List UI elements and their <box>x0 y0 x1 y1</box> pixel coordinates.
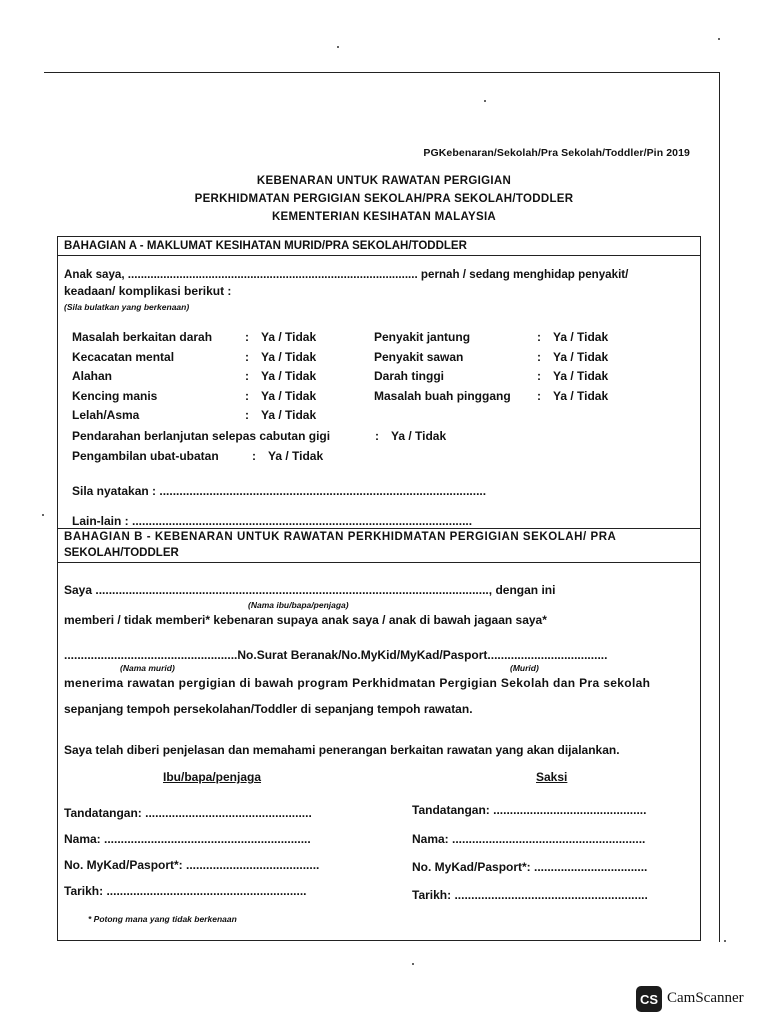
scan-speck <box>337 46 339 48</box>
colon: : <box>245 330 249 344</box>
form-reference: PGKebenaran/Sekolah/Pra Sekolah/Toddler/Pin 2019 <box>423 147 690 159</box>
condition-medication: Pengambilan ubat-ubatan <box>72 449 219 463</box>
answer-heart[interactable]: Ya / Tidak <box>553 330 609 344</box>
colon: : <box>245 350 249 364</box>
colon: : <box>537 389 541 403</box>
parent-mykad-field[interactable]: No. MyKad/Pasport*: ........................................ <box>64 858 320 872</box>
condition-allergy: Alahan <box>72 369 113 383</box>
page-top-border <box>44 72 720 73</box>
condition-hypertension: Darah tinggi <box>374 369 445 383</box>
witness-name-field[interactable]: Nama: .......................................................... <box>412 832 646 846</box>
footnote: * Potong mana yang tidak berkenaan <box>88 914 237 924</box>
colon: : <box>252 449 256 463</box>
scan-speck <box>484 100 486 102</box>
condition-mental: Kecacatan mental <box>72 350 175 364</box>
condition-asthma: Lelah/Asma <box>72 408 140 422</box>
answer-kidney[interactable]: Ya / Tidak <box>553 389 609 403</box>
answer-blood[interactable]: Ya / Tidak <box>261 330 317 344</box>
camscanner-logo: CS <box>636 986 662 1012</box>
answer-epilepsy[interactable]: Ya / Tidak <box>553 350 609 364</box>
answer-hypertension[interactable]: Ya / Tidak <box>553 369 609 383</box>
scan-speck <box>42 514 44 516</box>
witness-heading: Saksi <box>536 770 568 784</box>
form-title-line-2: PERKHIDMATAN PERGIGIAN SEKOLAH/PRA SEKOLAH/TODDLER <box>194 193 574 205</box>
state-field[interactable]: Sila nyatakan : .................................................................................................. <box>72 484 487 498</box>
parent-name-note: (Nama ibu/bapa/penjaga) <box>248 600 349 610</box>
section-a-heading-divider <box>57 255 701 256</box>
treatment-period-line: sepanjang tempoh persekolahan/Toddler di sepanjang tempoh rawatan. <box>64 702 473 716</box>
child-illness-line: Anak saya, .......................................................................................... pernah / sedang menghidap penyakit/ <box>64 268 629 281</box>
section-b-heading-line-1: BAHAGIAN B - KEBENARAN UNTUK RAWATAN PERKHIDMATAN PERGIGIAN SEKOLAH/ PRA <box>64 531 617 543</box>
witness-signature-field[interactable]: Tandatangan: .............................................. <box>412 803 647 817</box>
parent-signature-field[interactable]: Tandatangan: .................................................. <box>64 806 312 820</box>
camscanner-text: CamScanner <box>667 990 744 1006</box>
parent-name-field[interactable]: Saya ......................................................................................................................, dengan ini <box>64 583 556 597</box>
circle-instruction-note: (Sila bulatkan yang berkenaan) <box>64 302 190 312</box>
condition-heart: Penyakit jantung <box>374 330 471 344</box>
answer-bleeding[interactable]: Ya / Tidak <box>391 429 447 443</box>
child-name-note: (Nama murid) <box>120 663 175 673</box>
colon: : <box>245 369 249 383</box>
section-b-heading-line-2: SEKOLAH/TODDLER <box>64 547 179 559</box>
receive-treatment-line: menerima rawatan pergigian di bawah program Perkhidmatan Pergigian Sekolah dan Pra sekolah <box>64 676 651 690</box>
complication-line: keadaan/ komplikasi berikut : <box>64 284 232 298</box>
answer-mental[interactable]: Ya / Tidak <box>261 350 317 364</box>
condition-epilepsy: Penyakit sawan <box>374 350 464 364</box>
colon: : <box>537 350 541 364</box>
answer-diabetes[interactable]: Ya / Tidak <box>261 389 317 403</box>
consent-choice-line[interactable]: memberi / tidak memberi* kebenaran supaya anak saya / anak di bawah jagaan saya* <box>64 613 547 627</box>
others-field[interactable]: Lain-lain : ...................................................................................................... <box>72 514 473 528</box>
condition-blood: Masalah berkaitan darah <box>72 330 213 344</box>
explanation-line: Saya telah diberi penjelasan dan memahami penerangan berkaitan rawatan yang akan dijalankan. <box>64 743 620 757</box>
colon: : <box>537 330 541 344</box>
scan-speck <box>412 963 414 965</box>
section-b-heading-divider <box>57 562 701 563</box>
answer-allergy[interactable]: Ya / Tidak <box>261 369 317 383</box>
condition-kidney: Masalah buah pinggang <box>374 389 511 403</box>
section-b-top-divider <box>57 528 701 529</box>
colon: : <box>375 429 379 443</box>
answer-asthma[interactable]: Ya / Tidak <box>261 408 317 422</box>
condition-diabetes: Kencing manis <box>72 389 158 403</box>
scan-speck <box>724 940 726 942</box>
parent-name-sign-field[interactable]: Nama: .............................................................. <box>64 832 311 846</box>
colon: : <box>245 408 249 422</box>
colon: : <box>245 389 249 403</box>
scan-speck <box>718 38 720 40</box>
parent-date-field[interactable]: Tarikh: ............................................................ <box>64 884 307 898</box>
form-title-line-1: KEBENARAN UNTUK RAWATAN PERGIGIAN <box>256 175 512 187</box>
section-a-heading: BAHAGIAN A - MAKLUMAT KESIHATAN MURID/PRA SEKOLAH/TODDLER <box>64 240 467 252</box>
student-note: (Murid) <box>510 663 539 673</box>
parent-heading: Ibu/bapa/penjaga <box>163 770 262 784</box>
witness-date-field[interactable]: Tarikh: .......................................................... <box>412 888 648 902</box>
child-id-field[interactable]: ....................................................No.Surat Beranak/No.MyKid/MyKad/Pasport.................................... <box>64 648 608 662</box>
form-title-line-3: KEMENTERIAN KESIHATAN MALAYSIA <box>271 211 497 223</box>
answer-medication[interactable]: Ya / Tidak <box>268 449 324 463</box>
colon: : <box>537 369 541 383</box>
witness-mykad-field[interactable]: No. MyKad/Pasport*: .................................. <box>412 860 648 874</box>
condition-bleeding: Pendarahan berlanjutan selepas cabutan gigi <box>72 429 331 443</box>
